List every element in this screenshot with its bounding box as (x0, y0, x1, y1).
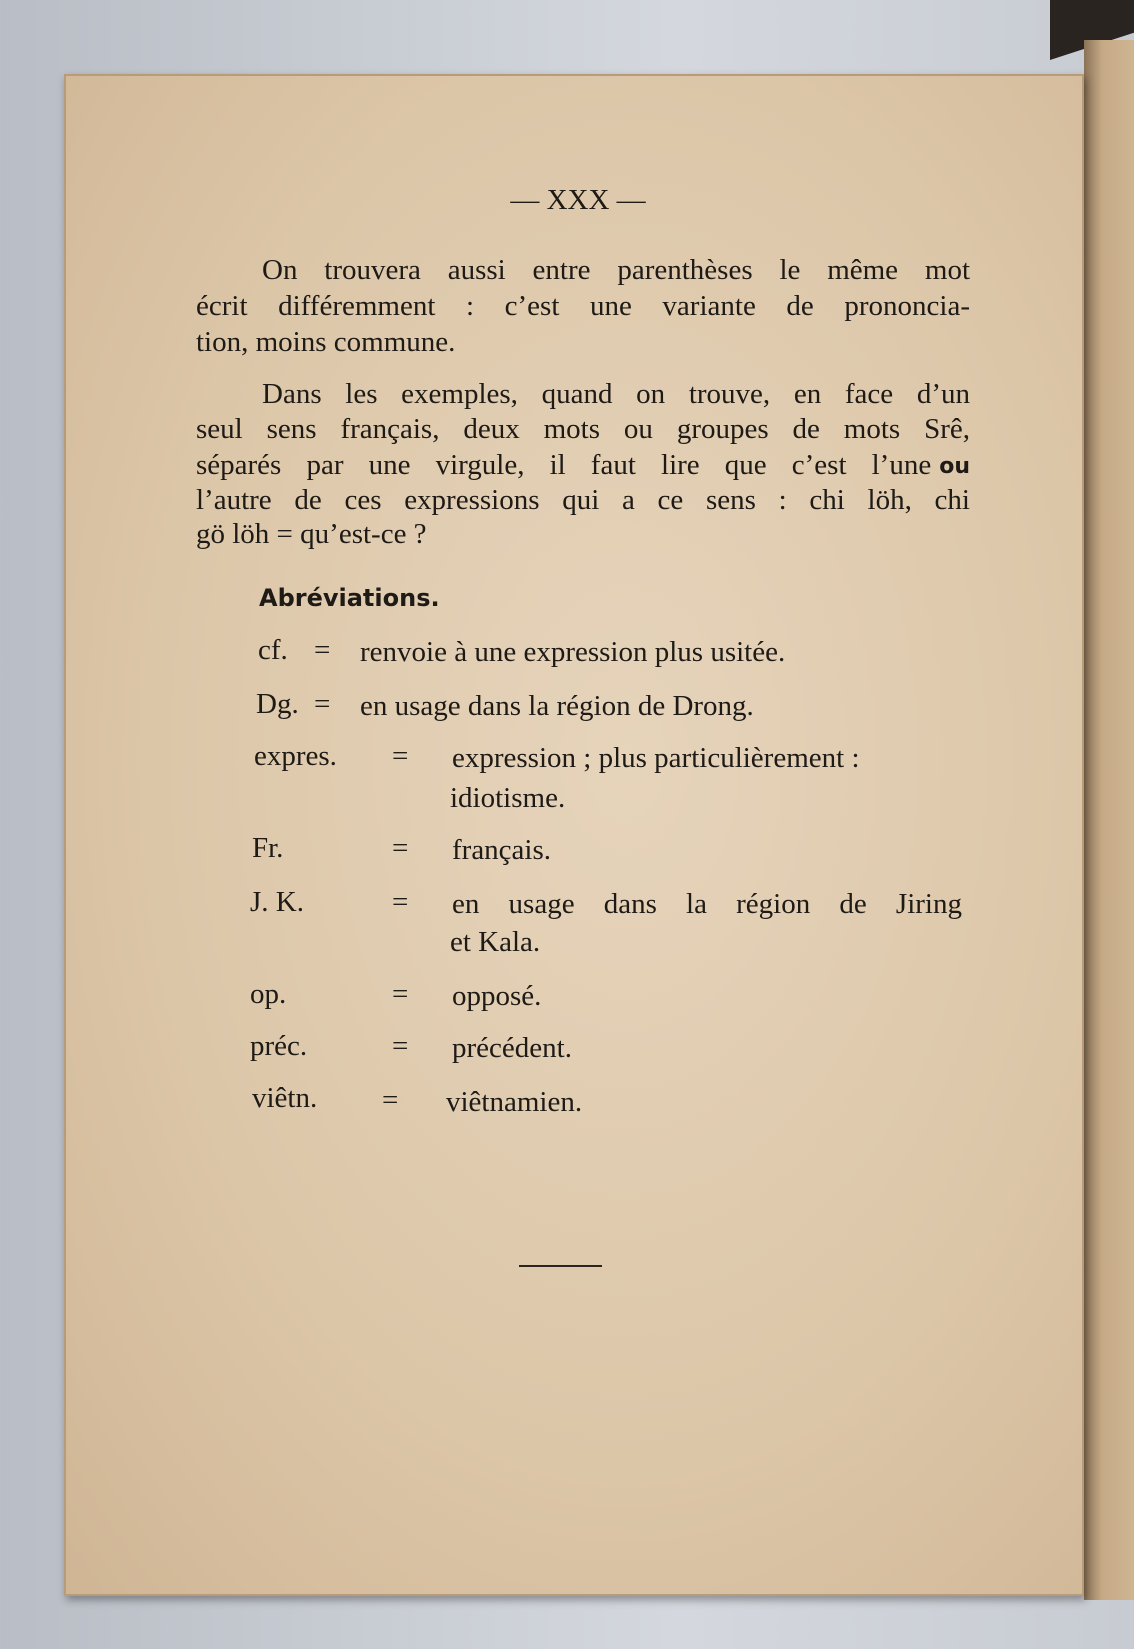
abbr: J. K. (250, 886, 304, 918)
equals: = (314, 634, 331, 666)
abbr: préc. (250, 1030, 308, 1062)
end-rule (519, 1265, 602, 1267)
abbr: cf. (258, 634, 288, 666)
facing-page-edge (1084, 40, 1134, 1600)
equals: = (392, 832, 409, 864)
meaning: en usage dans la région de Drong. (360, 690, 754, 722)
meaning: viêtnamien. (446, 1086, 583, 1118)
equals: = (314, 688, 331, 720)
abbr: viêtn. (252, 1082, 318, 1114)
meaning: français. (452, 834, 552, 866)
meaning-continued: et Kala. (450, 926, 541, 958)
paragraph-line: écrit différemment : c’est une variante de prononcia- (196, 290, 970, 322)
meaning: expression ; plus particulièrement : (452, 742, 860, 774)
meaning-continued: idiotisme. (450, 782, 566, 814)
abbr: expres. (254, 740, 337, 772)
equals: = (392, 740, 409, 772)
paragraph-line: seul sens français, deux mots ou groupes de mots Srê, (196, 413, 970, 445)
paragraph-line: gö löh = qu’est-ce ? (196, 518, 427, 550)
paragraph-line: Dans les exemples, quand on trouve, en face d’un (262, 378, 970, 410)
abbr: Dg. (256, 688, 299, 720)
equals: = (392, 1030, 409, 1062)
paragraph-text: séparés par une virgule, il faut lire que c’est l’une (196, 449, 932, 481)
abbreviations-heading: Abréviations. (259, 584, 440, 612)
meaning: en usage dans la région de Jiring (452, 888, 962, 920)
abbr: Fr. (252, 832, 284, 864)
bold-word: ou (939, 454, 970, 479)
paragraph-line-with-bold (196, 451, 970, 480)
meaning: opposé. (452, 980, 542, 1012)
paragraph-line: On trouvera aussi entre parenthèses le même mot (262, 254, 970, 286)
equals: = (392, 978, 409, 1010)
page-number: — XXX — (510, 184, 646, 216)
abbr: op. (250, 978, 287, 1010)
paragraph-line: tion, moins commune. (196, 326, 456, 358)
paragraph-line: l’autre de ces expressions qui a ce sens : chi löh, chi (196, 484, 970, 516)
equals: = (392, 886, 409, 918)
meaning: précédent. (452, 1032, 572, 1064)
meaning: renvoie à une expression plus usitée. (360, 636, 786, 668)
equals: = (382, 1084, 399, 1116)
